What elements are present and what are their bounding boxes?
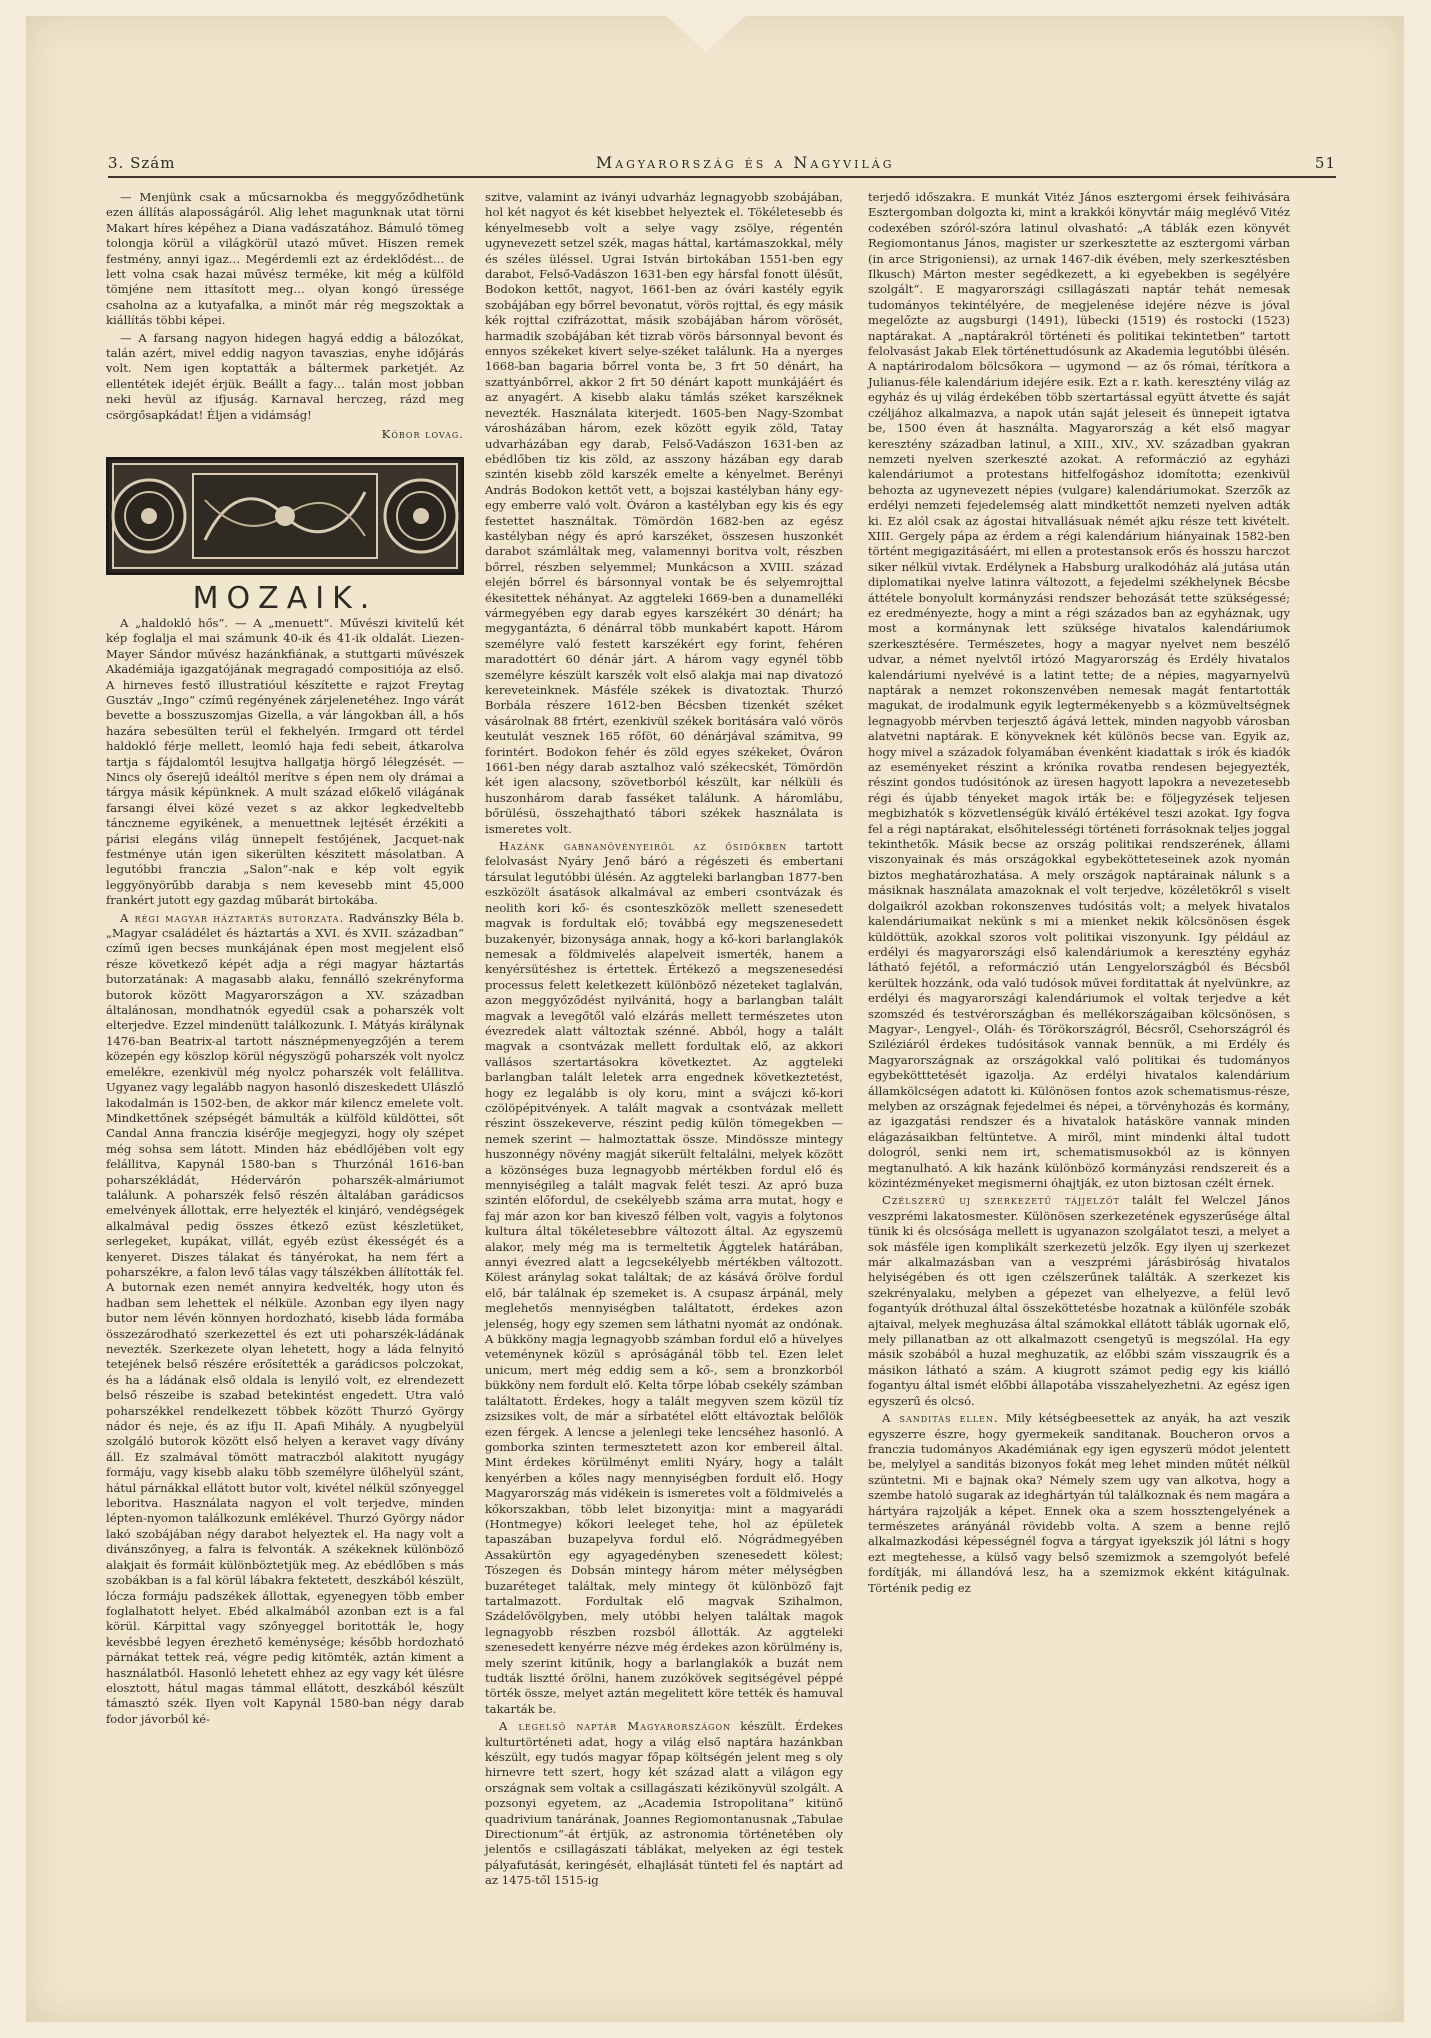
author-signature: Kóbor lovag. xyxy=(381,427,464,442)
paragraph xyxy=(106,911,464,1728)
header-rule xyxy=(108,176,1336,178)
ornament-graphic xyxy=(109,460,461,572)
paragraph-text: Mily kétségbeesettek az anyák, ha azt veszik egyszerre észre, hogy gyermekeik sanditanak. Boucheron orvos a franczia tudományos Akadémiának egy igen egyszerü módot jelentett be, melylyel a sanditás bizonyos fokát meg lehet minden műtét nélkül szüntetni. Mi e bajnak oka? Némely szem ugy van alkotva, hogy a szembe hatoló sugarak az ideghártyán túl találkoznak és nem magára a hártyára rajzolják a képet. Ennek oka a szem hossztengelyének a természetes arányánál rövidebb volta. A szem a benne rejlő alkalmazkodási képességnél fogva a tárgyat igyekszik jól látni s hogy ezt megtehesse, a külső vagy belső szemizmok a szemgolyót befelé fordítják, mi állandóvá lesz, ha a szemizmok ekként kitágulnak. Történik pedig ez xyxy=(868,1411,1291,1595)
paragraph xyxy=(485,839,843,1717)
subheading: Hazánk gabnanövényeiről az ősidőkben xyxy=(499,839,788,854)
column-left xyxy=(106,190,464,1729)
paragraph: A „haldokló hős“. — A „menuett“. Művészi kivitelű két kép foglalja el mai számunk 40-ik és 41-ik oldalát. Liezen-Mayer Sándor művész hazánkfiának, a stuttgarti művészek Akadémiája igazgatójának megragadó compositiója az első. A hirneves festő illustratióul készítette e rajzot Freytag Gusztáv „Ingo“ czímű regényének zárjelenetéhez. Ingo várát bevette a bosszuszomjas Gizella, a vár lángokban áll, a hős hazára sebesülten terül el fekhelyén. Irmgard ott térdel haldokló férje mellett, leomló haja fedi sebeit, átkarolva tartja s fájdalomtól lesujtva hallgatja hörgő lélegzését. — Nincs oly őserejű ideáltól merítve s épen nem oly drámai a tárgya másik képünknek. A mult század előkelő világának farsangi élvei közé vezet s az akkor legkedveltebb tánczneme egyikének, a menuettnek lejtését érzékiti a párisi elegáns világ ünnepelt festőjének, Jacquet-nak festménye után igen sikerülten készitett másolatban. A legutóbbi franczia „Salon“-nak e kép volt egyik leggyönyörűbb darabja s nem kevesebb mint 45,000 frankért jutott egy gazdag műbarát birtokába. xyxy=(106,615,464,908)
column-middle xyxy=(485,190,843,1891)
paragraph: — Menjünk csak a műcsarnokba és meggyőződhetünk ezen állítás alaposságáról. Alig lehet magunknak utat törni Makart híres képéhez a Diana vadászatához. Bámuló tömeg tolongja körül a világkörül utazó művet. Hiszen remek festmény, annyi igaz… Megérdemli ezt az érdeklődést… de lett volna csak hazai művész terméke, kit még a külföld tömjéne nem ittasított meg… olyan kongó üressége csaholna az a kutyafalka, a minőt már rég megszoktak a kiállítás többi képei. xyxy=(106,190,464,328)
subheading: Czélszerű uj szerkezetű tájjelzőt xyxy=(882,1193,1120,1208)
section-title: MOZAIK. xyxy=(192,580,378,616)
paragraph xyxy=(868,1193,1290,1409)
page-header xyxy=(108,150,1336,172)
paragraph: — A farsang nagyon hidegen hagyá eddig a bálozókat, talán azért, mivel eddig nagyon tavaszias, enyhe időjárás volt. Nem igen koptatták a báltermek parketjét. Az ellentétek idejét érjük. Beállt a fagy… talán most jobban neki hevül az ifjuság. Karnaval herczeg, rázd meg csörgősapkádat! Éljen a vidámság! xyxy=(106,330,464,422)
publication-title: Magyarország és a Nagyvilág xyxy=(595,153,895,172)
paragraph-text: Radvánszky Béla b. „Magyar családélet és háztartás a XVI. és XVII. században“ czímű igen becses munkájának épen most megjelent első része következő képét adja a régi magyar háztartás butorzatának: A magasabb alaku, fennálló szekrényforma butorok között Magyarországon a XV. században általánosan, mondhatnók egyedül csak a poharszék volt elterjedve. Ezzel mindenütt találkozunk. I. Mátyás királynak 1476-ban Beatrix-al tartott násznépmenyegzőjén a terem közepén egy köszlop körül négyszögű poharszék volt nyolcz emelékre, ezenkivül még nyolcz poharszék volt felállitva. Ugyanez vagy legalább nagyon hasonló diszeskedett Ulászló lakodalmán is 1502-ben, de akkor már kilencz emelete volt. Mindkettőnek szépségét bámulták a külföld küldöttei, sőt Candal Anna franczia kisérője megjegyzi, hogy oly szépet még sohsa sem látott. Minden ház ebédlőjében volt egy felállitva, Kapynál 1580-ban s Thurzónál 1616-ban poharszékládát, Hédervárón poharszék-almáriumot találunk. A poharszék felső részén általában garádicsos emelvények állottak, erre helyezték el kinjáró, vendégségek alkalmával pedig összes étkező ezüst készletüket, serlegeket, kupákat, villát, egyéb ezüst ékességét és a kenyeret. Diszes tálakat és tányérokat, ha nem fért a poharszékre, a falon levő tálas vagy tálszékben állították fel. A butornak ezen nemét annyira kedvelték, hogy uton és hadban sem lehettek el nélküle. Azonban egy ilyen nagy butor nem lévén könnyen hordozható, kisebb láda formába összezárodható szerkezettel és ezt uti poharszék-ládának nevezték. Szerkezete olyan lehetett, hogy a láda felnyitó tetejének belső részére erősítették a garádicsos polczokat, és ha a ládának első oldala is lenyiló volt, ez elrendezett belső részeibe is szabad betekintést engedett. Utra való poharszékkel rendelkezett többek között Thurzó György nádor és neje, és az ifju II. Apafi Mihály. A nyugbelyül szolgáló butorok között első helyen a keravet vagy dívány áll. Ez szalmával tömött matraczból alakitott nyugágy formáju, vagy kisebb alaku több személyre ülőhelyül szánt, hátul párnákkal ellátott butor volt, kivétel nélkül szőnyeggel leboritva. Használata nagyon el volt terjedve, minden lépten-nyomon találkozunk emlékével. Thurzó György nádor lakó szobájában négy darabot helyeztek el. Ha nagy volt a divánszőnyeg, a falra is felvonták. A székeknek különböző alakjait és formáit különböztetjük meg. Az ebédlőben s más szobákban is a fal körül lábakra fektetett, deszkából készült, lócza formáju padszékek állottak, egyenegyen több ember foglalhatott helyet. Ebéd alkalmából azonban ezt is a fal körül. Kárpittal vagy szőnyeggel boritották le, hogy kevésbbé legyen érezhető keménysége; később hordozható párnákat tettek reá, végre pedig kitömték, aztán kiment a használatból. Hasonló lehetett ehhez az egy vagy két ülésre elosztott, hátul magas támmal ellátott, deszkából készült támasztó szék. Ilyen volt Kapynál 1580-ban négy darab fodor jávorból ké- xyxy=(106,910,464,1726)
page-number: 51 xyxy=(1314,154,1336,172)
paragraph xyxy=(868,1411,1290,1596)
subheading: A legelső naptár Magyarországon xyxy=(499,1719,732,1734)
paragraph: terjedő időszakra. E munkát Vitéz János esztergomi érsek feihivására Esztergomban dolgozta ki, mint a krakkói könyvtár máig meglévő Vitéz codexében szóról-szóra latinul olvasható: „A táblák ezen könyvét Regiomontanus János, magister ur szerkesztette az esztergomi várban (in arce Strigoniensi), az urnak 1467-dik évében, mely szerkesztésben Ilkusch) Márton mester segédkezett, a ki egyebekben is segélyére szolgált“. E magyarországi csillagászati naptár tehát nemesak tudományos tekintélyére, de megjelenése idejére nézve is jóval megelőzte az augsburgi (1491), lübecki (1519) és rostocki (1523) naptárakat. A „naptárakról történeti és politikai tekintetben“ tartott felolvasást Jakab Elek történettudósunk az Akademia legutóbbi ülésén. A naptárirodalom bölcsőkora — ugymond — az ős római, térítkora a Julianus-féle kalendárium idejére esik. Ezt a r. kath. keresztény világ az egyház és uj világ érdekében több szertartással együtt átvette és saját czéljához alkalmazva, a napok után saját jeleseit és ünnepeit igtatva be, 1500 éven át használta. Magyarország a két első magyar keresztény században latinul, a XIII., XIV., XV. században gyakran nemzeti nyelven szerkeszté azokat. A reformáczió az egyházi kalendáriumot a protestans hitfelfogáshoz idomította; ezenkivül behozta az ugynevezett népies (vulgare) kalendáriumokat. Szerzők az erdélyi nemzeti fejedelemség alatt mindkettőt nemzeti nyelven adták ki. Ez alól csak az ágostai hitvallásuak némét ajku része tett kivételt. XIII. Gergely pápa az érdem a régi kalendárium hiányainak 1582-ben történt megigazitásáért, mi ellen a protestansok erős és hosszu harczot siker nélkül vivtak. Erdélynek a Habsburg uralkodóház alá jutása után diplomatikai nyelve latinra változott, a fejedelmi székhelynek Bécsbe áttétele bonyolult kormányzási rendszer behozását tette szükségessé; ez eredményezte, hogy a mint a régi százados ban az egyháznak, ugy most a kormánynak lett szüksége hivatalos kalendáriumok szerkesztésére. Természetes, hogy a magyar nyelvet nem beszélő udvar, a német nyelvtől irtózó Magyarország és Erdély hivatalos kalendáriumi nyelvévé is a latint tette; de a népies, magyarnyelvü naptárak a nemzet rokonszenvében nemesak magát fentartották magukat, de irodalmunk egyik legtermékenyebb s a közmüveltségnek legnagyobb mérvben terjesztő ágává lettek, minden nagyobb városban alatvetni naptárak. E könyveknek két különös becse van. Egyik az, hogy mivel a századok folyamában évenként kiadattak s irók és kiadók az eseményeket részint a krónika rovatba rendesen bejegyezték, részint gondos tudósitónok az üresen hagyott lapokra a nevezetesebb régi és újabb tényeket magok irták be: e följegyzések teljesen megbizhatók s közvetlenségük kiváló értékével teszi azokat. Igy fogva fel a régi naptárakat, elsőhitelességi történeti forrásoknak teljes joggal tekinthetők. Másik becse az ország politikai rendszerének, állami viszonyainak és más országokkal egybekötteteseinek azok nyomán biztos meghatározhatása. A mely országok naptárainak nálunk s a másiknak használata amazoknak el volt terjedve, közéletökről s viselt dolgaikról azokban rokonszenves tudósitás volt; a melyek hivatalos kalendáriumaikat nekünk s mi a mienket nekik kölcsönösen ésgek küldöttük, azokkal szoros volt politikai viszonyunk. Igy például az erdélyi és magyarországi első kalendáriumok a keresztény egyház látható fejétől, a reformáczió után Lengyelországból és Bécsből kerültek hozzánk, oda való tudósok művei forditattak át nyelvünkre, az erdélyi és magyarországi kalendáriumok el voltak terjedve a két szomszéd és testvérországban és mellékországaiban kölcsönösen, s Magyar-, Lengyel-, Oláh- és Törökországról, Bécsről, Csehországról és Sziléziáról érdekes tudósitások vannak bennük, a mi Erdély és Magyarországnak az országokkal való politikai és tudományos egybekötttetését igazolja. Az erdélyi hivatalos kalendárium államkölcségen adatott ki. Különösen fontos azok schematismus-része, melyben az országnak fejedelmei és népei, a törvényhozás és kormány, az igazgatási rendszer és a hivatalok hatásköre vannak minden elágazásaikban feltüntetve. A miről, mint mindenki által tudott dologról, senki nem irt, schematismusokból az is könnyen megtanulható. A kik hazánk különböző kormányzási rendszereit és a közintézményeket megismerni óhajtják, ez uton biztosan czélt érnek. xyxy=(868,190,1290,1190)
subheading: A sanditás ellen. xyxy=(882,1411,999,1426)
column-right xyxy=(868,190,1290,1598)
issue-number: 3. Szám xyxy=(108,154,176,172)
paragraph-text: készült. Érdekes kulturtörténeti adat, hogy a világ első naptára hazánkban készült, egy tudós magyar főpap költségén jelent meg s oly hirnevre tett szert, hogy két század alatt a világon egy országnak sem voltak a csillagászati kézikönyvül szolgált. A pozsonyi egyetem, az „Academia Istropolitana“ kitünő quadrivium tanárának, Joannes Regiomontanusnak „Tabulae Directionum“-át értjük, az astronomia történetében oly jelentős e csillagászati táblákat, melyeken az égi testek pályafutását, keringését, elhajlását tünteti fel és naptárt ad az 1475-től 1515-ig xyxy=(485,1719,843,1888)
paragraph-text: tartott felolvasást Nyáry Jenő báró a régészeti és embertani társulat legutóbbi ülésén. Az aggteleki barlangban 1877-ben eszközölt ásatások alkalmával az emberi csontvázak és neolith kori kő- és csonteszközök mellett szenesedett magvak is fordultak elő; továbbá egy megszenesedett buzakenyér, bizonysága annak, hogy a kő-kori barlanglakók nemesak a földmivelés alapelveit ismerték, hanem a kenyérsütéshez is értettek. Értékező a megszenesedési processus felett keletkezett különböző nézeteket taglalván, azon meggyőződést nyilvánitá, hogy a barlangban talált magvak a levegőtől való elzárás mellett természetes uton évezredek alatt változtak szénné. Abból, hogy a talált magvak a csontvázak mellett fordultak elő, az akkori vallásos szertartásokra következtet. Az aggteleki barlangban talált leletek arra engednek következtetést, hogy ez legalább is oly koru, mint a svájczi kő-kori czölöpépitvények. A talált magvak a csontvázak mellett részint összekeverve, részint pedig külön tömegekben — nemek szerint — halmoztattak össze. Mindössze mintegy huszonnégy növény magját sikerült feltalálni, melyek között a közönséges buza legnagyobb mértékben fordul elő és mennyiségileg a talált magvak felét teszi. Az apró buza szintén előfordul, de csekélyebb száma arra mutat, hogy e faj már azon kor ban kivesző félben volt, vagyis a folytonos kultura által tökéletesebbre változott által. Az egyszemü alakor, mely még ma is termeltetik Ággtelek határában, annyi évezred alatt a legcsekélyebb mértékben változott. Kölest aránylag sokat találtak; de az kásává őrölve fordul elő, bár találnak ép szemeket is. A csupasz árpánál, mely meglehetős mennyiségben találtatott, érdekes azon jelenség, hogy egy szemen sem láthatni nyomát az ondónak. A bükköny magja legnagyobb számban fordul elő a hüvelyes veteménynek közül s apróságánál több tel. Ezen lelet unicum, mert még eddig sem a kő-, sem a bronzkorból bükköny nem fordult elő. Kelta tőrpe lóbab csekély számban találtatott. Érdekes, hogy a talált megyven szem közül tíz zsizsikes volt, de már a sírbatétel előtt eltávoztak belőlök ezen férgek. A lencse a jelenlegi teke lencséhez hasonló. A gomborka szinten termesztetett azon kor embereil által. Mint érdekes körülményt emliti Nyáry, hogy a talált kenyérben a kőles nagy mennyiségben fordult elő. Hogy Magyarország más vidékein is ismeretes volt a földmivelés a kőkorszakban, több lelet bizonyitja: mint a magyarádi (Hontmegye) kőkori leeleget tehe, hol az épületek tapaszában buzapelyva fordul elő. Nógrádmegyében Assakürtön egy agyagedényben szenesedett kölest; Tószegen és Dobsán mintegy három méter mélységben buzaréteget találtak, mely mintegy öt különböző fajt tartalmazott. Fordultak elő magvak Szihalmon, Szádelővölgyben, mely utóbbi helyen találtak magok legnagyobb részben rozsból állották. Az aggteleki szenesedett kenyérre nézve még érdekes azon körülmény is, mely szerint kitűnik, hogy a barlanglakók a buzát nem tudták lisztté őrölni, hanem zuzókövek segitségével péppé törték össze, melyet aztán megelitett köre tették és hamuval takarták be. xyxy=(485,839,843,1716)
decorative-ornament-image xyxy=(106,457,464,575)
paragraph: szitve, valamint az iványi udvarház legnagyobb szobájában, hol két nagyot és két kisebbet helyeztek el. Tökéletesebb és kényelmesebb volt a selye vagy zsölye, régentén ugynevezett setzel szék, magas háttal, kartámaszokkal, mély és széles üléssel. Ugrai István birtokában 1551-ben egy darabot, Felső-Vadászon 1631-ben egy hársfal fonott ülésűt, Bodokon kettőt, nagyot, 1661-ben az óvári kastély egyik szobájában egy bőrrel bevonatut, vörös rojttal, és egy másik kék rojttal czifrázottat, másik szobájában három vörösét, harmadik szobájában két tizrab vörös bársonnyal bevont és ennyos székeket kivert selye-széket találunk. Ha a nyerges 1668-ban bagaria bőrrel vonta be, 3 frt 50 dénárt, ha szattyánbőrrel, akkor 2 frt 50 dénárt kapott munkájáért és az anyagért. A kisebb alaku támlás széket karszéknek nevezték. Használata kiterjedt. 1605-ben Nagy-Szombat városházában három, ezek között egyik zöld, Tatay udvarházában egy darab, Felső-Vadászon 1631-ben az ebédlőben tiz kis zöld, az asszony házában egy darab szintén kisebb zöld karszék emelte a kényelmet. Berényi András Bodokon kettőt vett, a bojszai kastélyban hány egy-egy emberre való volt. Óváron a kastélyban egy kis és egy festettet használtak. Tömördön 1682-ben az egész kastélyban négy és apró karszéket, összesen huszonkét darabot számláltak meg, valamennyi boritva volt, részben bőrrel, részben selyemmel; Munkácson a XVIII. század elején bőrrel és bársonnyal vontak be és selyemrojttal ékesitettek néhányat. Az aggteleki 1669-ben a dunamelléki vármegyében egy darab egyes karszékért 30 dénárt; ha megygantázta, 6 dénárral több munkabért kapott. Három személyre való festett karszékért egy forint, fehéren maradottért 60 dénár járt. A három vagy egynél több személyre készült karszék volt első alakja mai nap divatozó kereveteinknek. Másféle székek is divatoztak. Thurzó Borbála részere 1612-ben Bécsben tizenkét széket vásárolnak 88 frtért, ezenkivül székek boritására való vörös keutulát vesznek 165 rőföt, 60 dénárjával számitva, 99 forintért. Bodokon fehér és zöld egyes székeket, Óváron 1661-ben négy darab asztalhoz való székecskét, Tömördön két igen alacsony, szövetborból készült, kar nélküli és huszonhárom darab fasséket találunk. A háromlábu, bőrülésü, összehajtható tábori székek használata is ismeretes volt. xyxy=(485,190,844,836)
subheading: A régi magyar háztartás butorzata. xyxy=(120,910,345,925)
page-notch xyxy=(666,16,746,52)
paragraph xyxy=(485,1719,843,1888)
paragraph-text: talált fel Welczel János veszprémi lakatosmester. Különösen szerkezetének egyszerűsége által tünik ki és olcsósága mellett is ugyanazon szolgálatot teszi, a melyet a sok másféle igen komplikált szerkezetü jelzők. Egy ilyen uj szerkezet már alkalmazásban van a veszprémi járásbiróság hivatalos helyiségében és ott igen czélszerűnek találták. A szerkezet kis szekrényalaku, melyben a gépezet van elhelyezve, a felül levő fogantyúk dróthuzal által összeköttetésbe hozatnak a különféle szobák ajtaival, melyek meghuzása által számokkal ellátott táblák ugornak elő, mely pillanatban az ott alkalmazott csengetyű is megszólal. Ha egy másik szobából a huzal meghuzatik, az előbbi szám visszaugrik és a másikon látható a szám. A kiugrott számot pedig egy kis kiálló fogantyu által ismét előbbi állapotába visszahelyezhetni. Az egész igen egyszerű és olcsó. xyxy=(868,1193,1290,1408)
